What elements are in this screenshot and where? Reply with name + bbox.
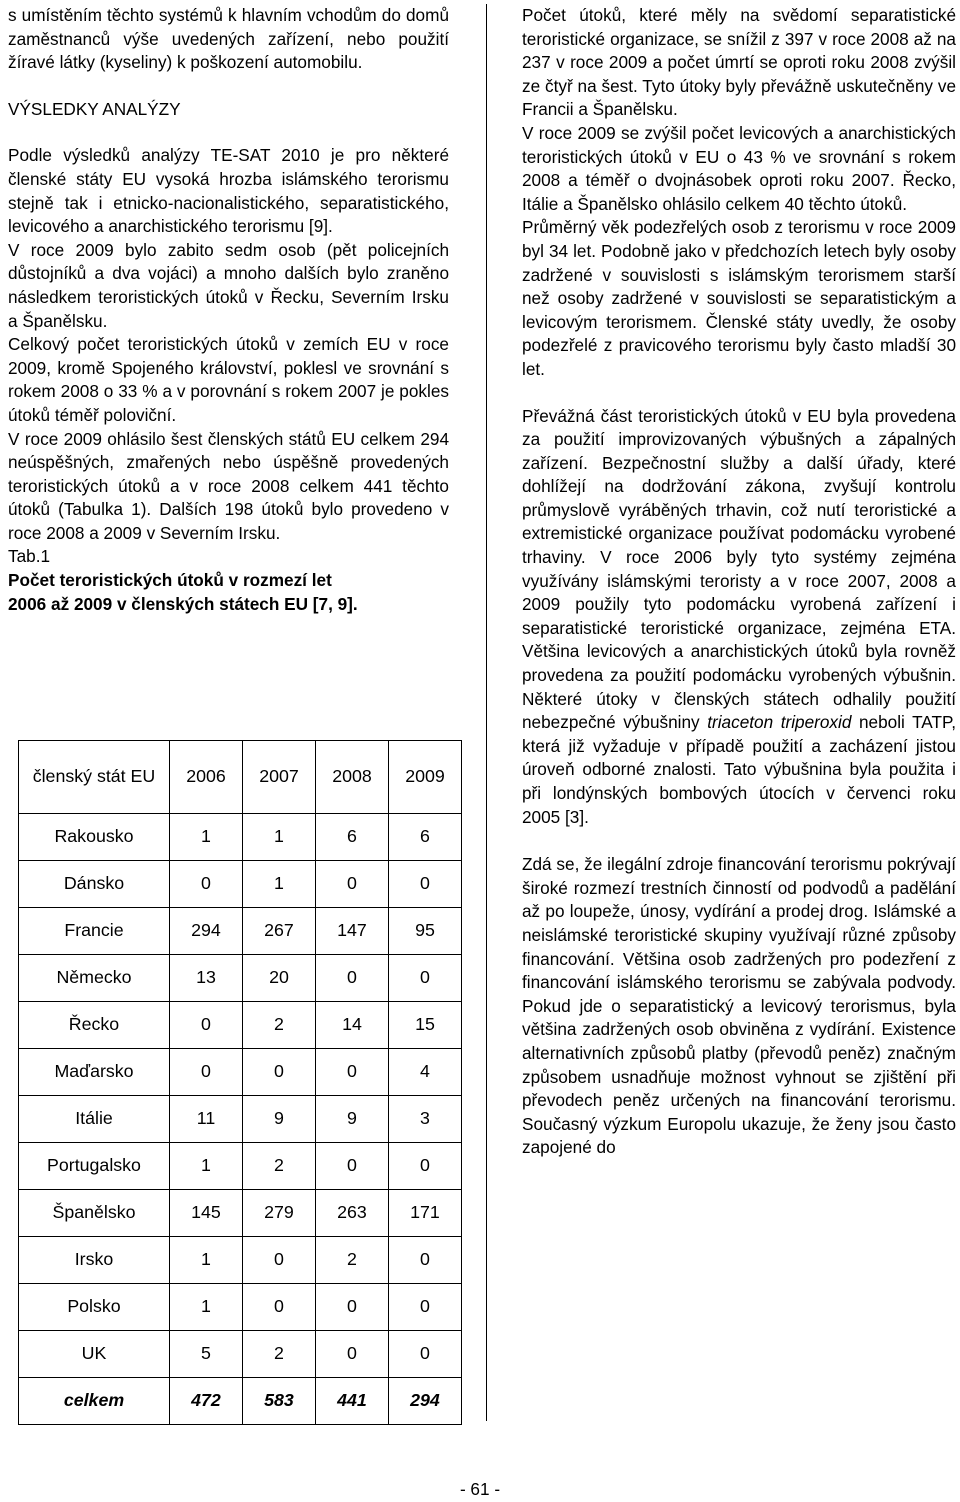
right-column (522, 4, 956, 1160)
table-row (19, 1284, 462, 1331)
cell-2007: 0 (243, 1284, 316, 1331)
intro-paragraph: s umístěním těchto systémů k hlavním vchodům do domů zaměstnanců výše uvedených zařízení, nebo použití žíravé látky (kyseliny) k poškození automobilu. (8, 5, 449, 73)
cell-country: Maďarsko (19, 1049, 170, 1096)
table-row (19, 1331, 462, 1378)
cell-country: celkem (19, 1378, 170, 1425)
cell-2006: 294 (170, 908, 243, 955)
header-2006: 2006 (170, 741, 243, 814)
separatist-paragraph: Počet útoků, které měly na svědomí separatistické teroristické organizace, se snížil z 397 v roce 2008 až na 237 v roce 2009 a počet úmrtí se oproti roku 2008 zvýšil ze čtyř na šest. Tyto útoky byly převážně uskutečněny ve Francii a Španělsku. (522, 5, 956, 120)
cell-2007: 267 (243, 908, 316, 955)
cell-2008: 0 (316, 955, 389, 1002)
cell-2009: 0 (389, 1237, 462, 1284)
table-row (19, 955, 462, 1002)
cell-country: Polsko (19, 1284, 170, 1331)
cell-2008: 147 (316, 908, 389, 955)
cell-2006: 1 (170, 814, 243, 861)
cell-2009: 3 (389, 1096, 462, 1143)
cell-country: Rakousko (19, 814, 170, 861)
header-2007: 2007 (243, 741, 316, 814)
analysis-paragraph: Podle výsledků analýzy TE-SAT 2010 je pro některé členské státy EU vysoká hrozba islámského terorismu stejně tak i etnicko-nacionalistického, separatistického, levicového a anarchistického terorismu [9]. (8, 145, 449, 237)
table-caption-line-2: 2006 až 2009 v členských státech EU [7, 9]. (8, 593, 358, 614)
table-row (19, 1002, 462, 1049)
table-row (19, 1096, 462, 1143)
age-paragraph: Průměrný věk podezřelých osob z terorismu v roce 2009 byl 34 let. Podobně jako v předchozích letech byly osoby zadržené v souvislosti s islámským terorismem starší než osoby zadržené v souvislosti se separatistickým a levicovým terorismem. Členské státy uvedly, že osoby podezřelé z pravicového terorismu byly často mladší 30 let. (522, 217, 956, 379)
cell-2009: 4 (389, 1049, 462, 1096)
tatp-term: triaceton triperoxid (707, 712, 852, 733)
header-country: členský stát EU (19, 741, 170, 814)
cell-2007: 20 (243, 955, 316, 1002)
table-row (19, 1237, 462, 1284)
leftwing-paragraph: V roce 2009 se zvýšil počet levicových a anarchistických teroristických útoků v EU o 43 % ve srovnání s rokem 2008 a téměř o dvojnásobek oproti roku 2007. Řecko, Itálie a Španělsko ohlásilo celkem 40 těchto útoků. (522, 122, 956, 214)
cell-2007: 0 (243, 1237, 316, 1284)
cell-2007: 2 (243, 1002, 316, 1049)
cell-country: UK (19, 1331, 170, 1378)
table-caption (8, 569, 449, 616)
header-2008: 2008 (316, 741, 389, 814)
decline-paragraph: Celkový počet teroristických útoků v zemích EU v roce 2009, kromě Spojeného království, poklesl ve srovnání s rokem 2008 o 33 % a v porovnání s rokem 2007 je pokles útoků téměř poloviční. (8, 334, 449, 425)
cell-2007: 1 (243, 861, 316, 908)
cell-2006: 472 (170, 1378, 243, 1425)
cell-2007: 279 (243, 1190, 316, 1237)
cell-2006: 0 (170, 1002, 243, 1049)
cell-country: Německo (19, 955, 170, 1002)
cell-country: Řecko (19, 1002, 170, 1049)
cell-2007: 2 (243, 1143, 316, 1190)
cell-2008: 0 (316, 1284, 389, 1331)
cell-2009: 0 (389, 1143, 462, 1190)
explosives-paragraph (522, 405, 956, 830)
left-column (8, 4, 449, 616)
cell-2006: 1 (170, 1143, 243, 1190)
cell-country: Francie (19, 908, 170, 955)
cell-2008: 0 (316, 1049, 389, 1096)
cell-2009: 0 (389, 861, 462, 908)
cell-2009: 15 (389, 1002, 462, 1049)
cell-2006: 1 (170, 1237, 243, 1284)
table-total-row (19, 1378, 462, 1425)
cell-country: Španělsko (19, 1190, 170, 1237)
cell-2009: 95 (389, 908, 462, 955)
cell-2006: 11 (170, 1096, 243, 1143)
cell-2006: 5 (170, 1331, 243, 1378)
cell-2006: 0 (170, 1049, 243, 1096)
table-row (19, 814, 462, 861)
financing-paragraph: Zdá se, že ilegální zdroje financování terorismu pokrývají široké rozmezí trestních činností od podvodů a padělání až po loupeže, únosy, vydírání a prodej drog. Islámské a neislámské teroristické skupiny využívají různé způsoby financování. Většina osob zadržených pro podezření z financování islámského terorismu se zabývala podvody. Pokud jde o separatistický a levicový terorismus, byla většina zadržených osob obviněna z vydírání. Existence alternativních způsobů platby (převodů peněz) značným způsobem usnadňuje možnost vyhnout se zjištění při převodech peněz určených na financování terorismu. Současný výzkum Europolu ukazuje, že ženy jsou často zapojené do (522, 854, 956, 1158)
cell-2008: 9 (316, 1096, 389, 1143)
cell-2007: 2 (243, 1331, 316, 1378)
cell-country: Portugalsko (19, 1143, 170, 1190)
explosives-text-b: neboli TATP, která již vyžaduje v případě použití a zacházení jistou úroveň odborné znalosti. Tato výbušnina byla použita i při londýnských bombových útocích v červenci roku 2005 [3]. (522, 712, 956, 827)
table-row (19, 908, 462, 955)
table-row (19, 1143, 462, 1190)
cell-2009: 0 (389, 1331, 462, 1378)
cell-country: Dánsko (19, 861, 170, 908)
table-row (19, 1049, 462, 1096)
casualties-paragraph: V roce 2009 bylo zabito sedm osob (pět policejních důstojníků a dva vojáci) a mnoho dalších bylo zraněno následkem teroristických útoků v Řecku, Severním Irsku a Španělsku. (8, 239, 449, 331)
cell-2009: 0 (389, 1284, 462, 1331)
cell-2009: 294 (389, 1378, 462, 1425)
table-row (19, 861, 462, 908)
cell-2006: 145 (170, 1190, 243, 1237)
cell-2006: 1 (170, 1284, 243, 1331)
cell-2008: 0 (316, 861, 389, 908)
cell-2007: 9 (243, 1096, 316, 1143)
cell-2008: 0 (316, 1331, 389, 1378)
table-row (19, 1190, 462, 1237)
cell-country: Itálie (19, 1096, 170, 1143)
header-2009: 2009 (389, 741, 462, 814)
cell-2008: 2 (316, 1237, 389, 1284)
cell-2006: 13 (170, 955, 243, 1002)
table-caption-line-1: Počet teroristických útoků v rozmezí let (8, 570, 332, 591)
cell-2008: 441 (316, 1378, 389, 1425)
explosives-text-a: Převážná část teroristických útoků v EU byla provedena za použití improvizovaných výbušných a zápalných zařízení. Bezpečnostní služby a další úřady, které dohlížejí na dodržování zákona, zvyšují kontrolu průmyslově vyráběných trhavin, což nutí teroristické a extremistické organizace používat podomácku vyrobené trhaviny. V roce 2006 byly tyto systémy zejména využívány islámskými teroristy a v roce 2007, 2008 a 2009 použily tyto podomácku vyrobená zařízení i separatistické teroristické organizace, zejména ETA. Většina levicových a anarchistických útoků byla rovněž provedena za použití podomácku vyrobených výbušnin. Některé útoky v členských státech odhalily použití nebezpečné výbušniny (522, 405, 956, 733)
cell-2007: 1 (243, 814, 316, 861)
cell-2007: 583 (243, 1378, 316, 1425)
column-divider (486, 4, 487, 1421)
cell-2008: 263 (316, 1190, 389, 1237)
cell-2008: 0 (316, 1143, 389, 1190)
cell-country: Irsko (19, 1237, 170, 1284)
table-number: Tab.1 (8, 546, 51, 567)
cell-2009: 171 (389, 1190, 462, 1237)
section-heading: VÝSLEDKY ANALÝZY (8, 98, 181, 119)
cell-2007: 0 (243, 1049, 316, 1096)
cell-2006: 0 (170, 861, 243, 908)
attacks-table (18, 740, 462, 1425)
attacks-count-paragraph: V roce 2009 ohlásilo šest členských států EU celkem 294 neúspěšných, zmařených nebo úspěšně provedených teroristických útoků a v roce 2008 celkem 441 těchto útoků (Tabulka 1). Dalších 198 útoků bylo provedeno v roce 2008 a 2009 v Severním Irsku. (8, 428, 449, 543)
table-header-row (19, 741, 462, 814)
cell-2008: 14 (316, 1002, 389, 1049)
page-number: - 61 - (459, 1479, 501, 1499)
cell-2009: 6 (389, 814, 462, 861)
cell-2009: 0 (389, 955, 462, 1002)
cell-2008: 6 (316, 814, 389, 861)
